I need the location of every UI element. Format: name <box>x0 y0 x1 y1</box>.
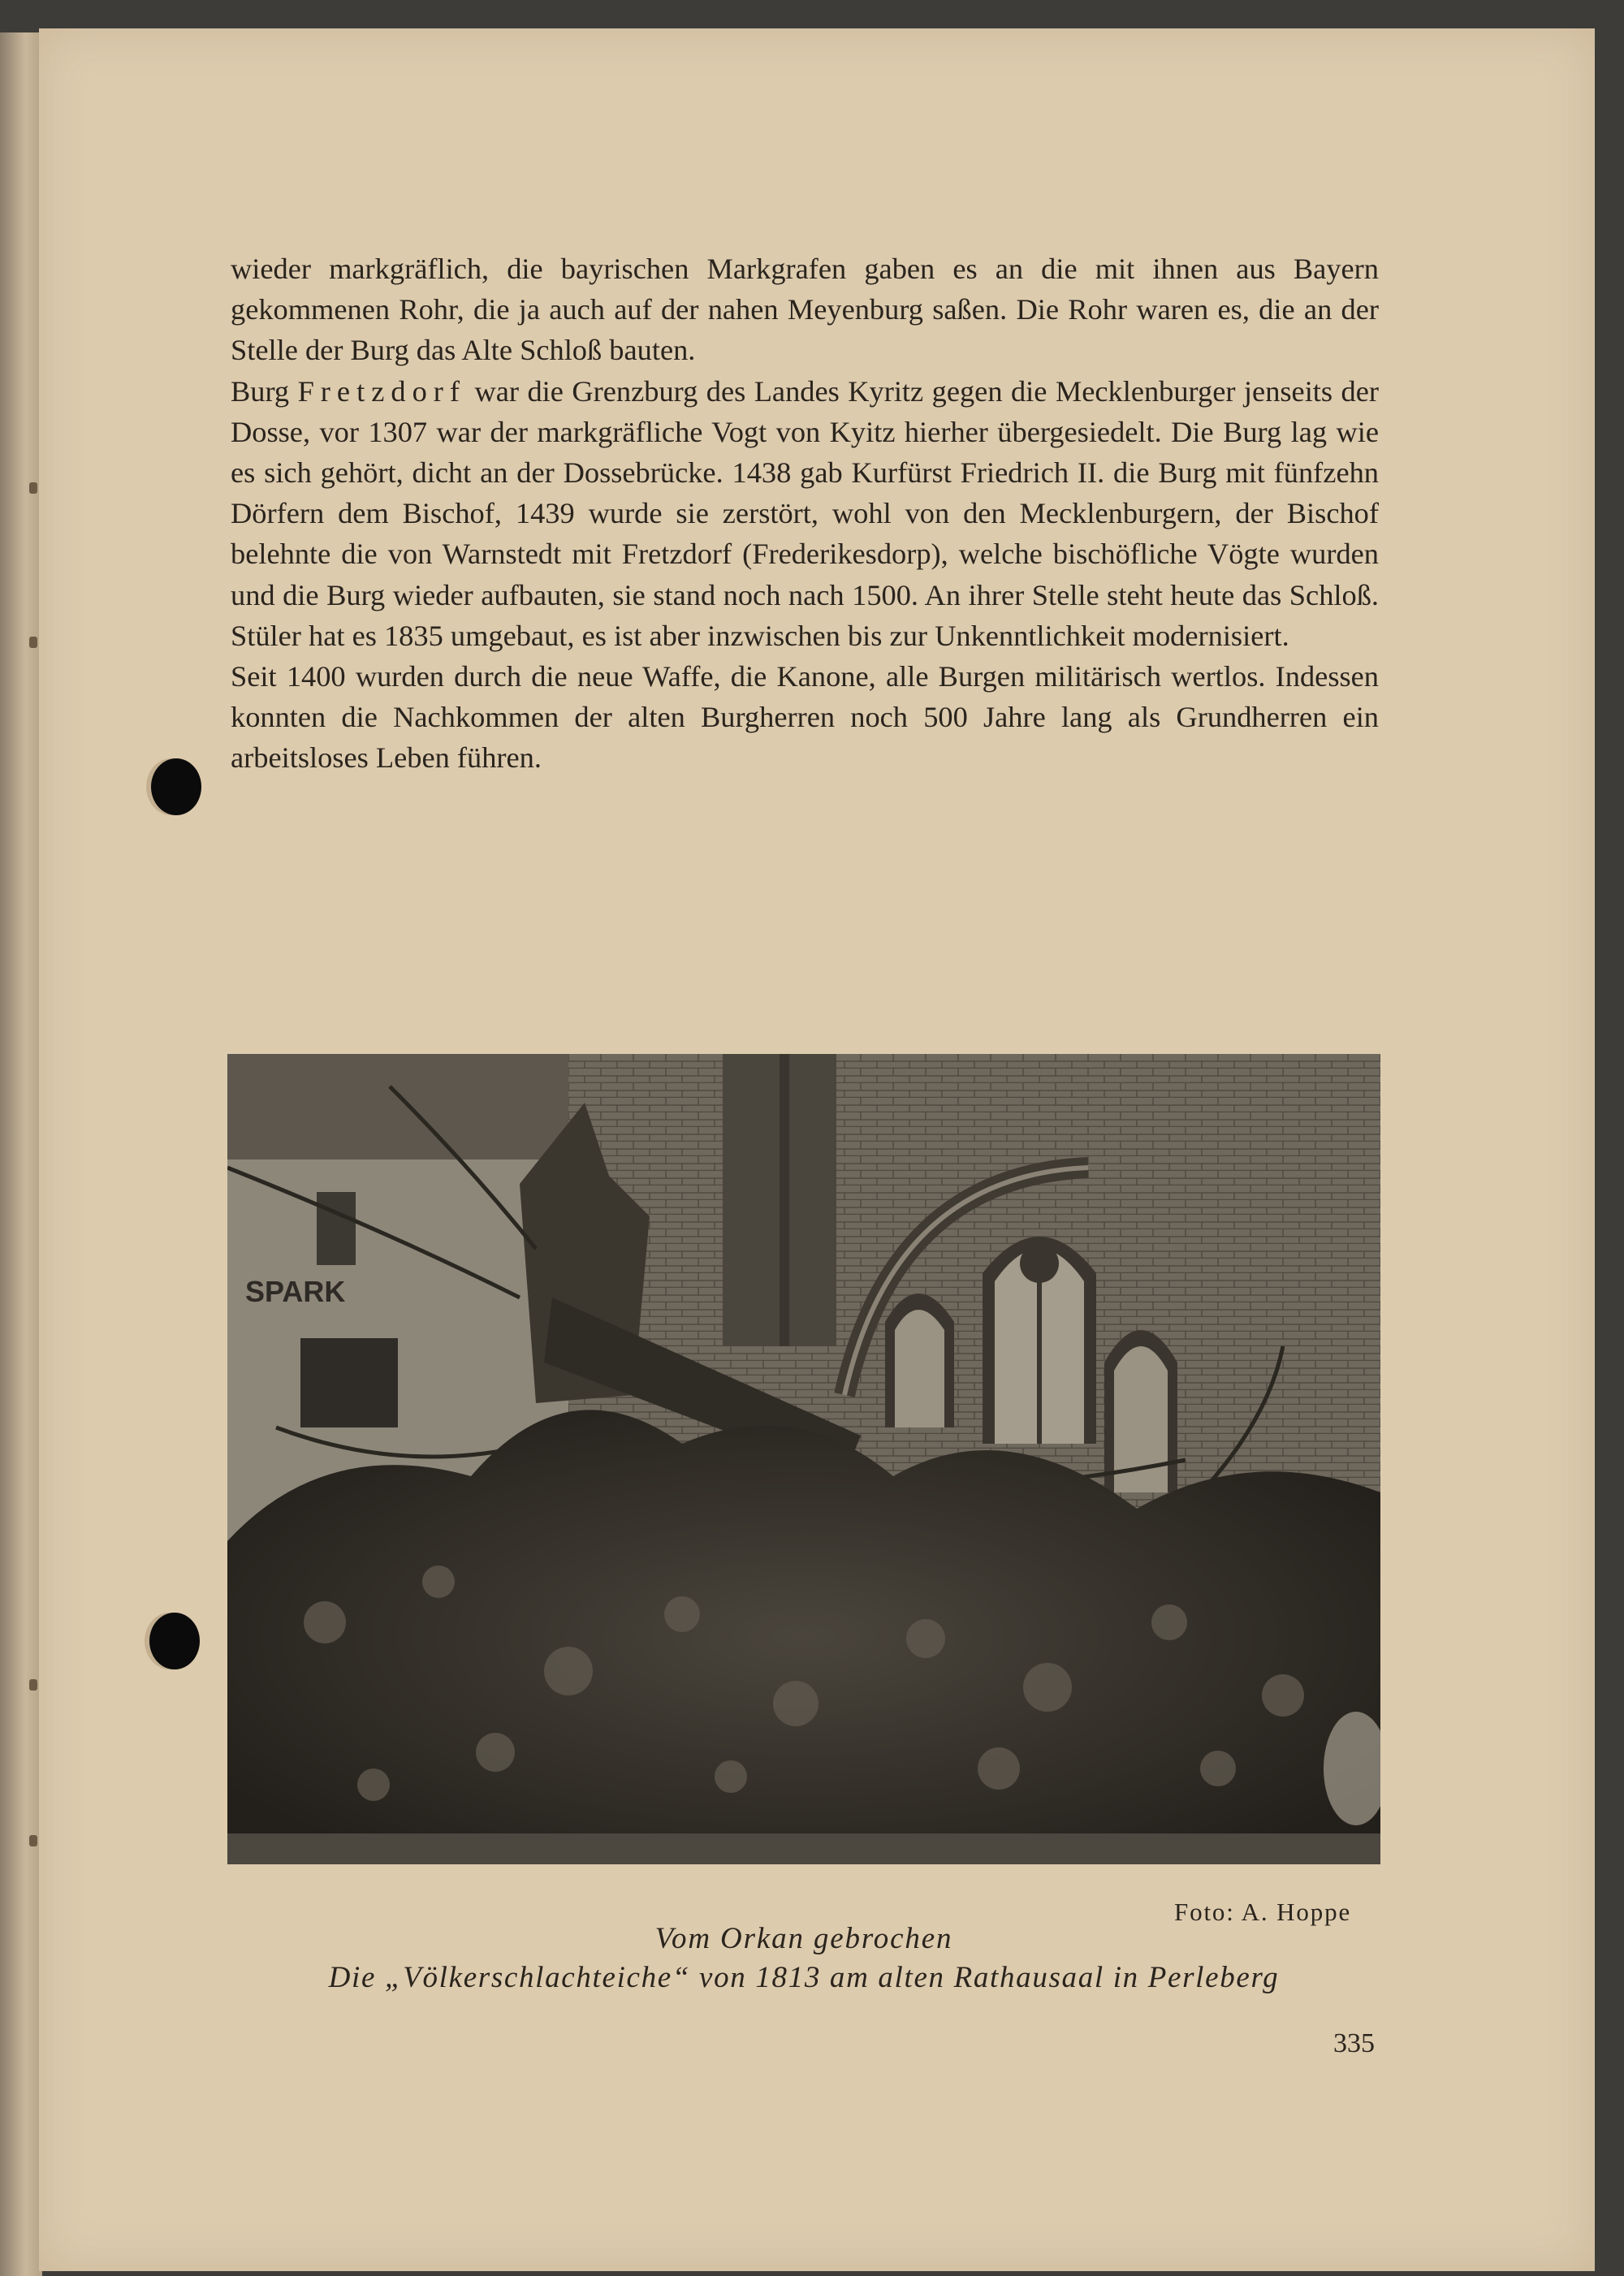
photo-illustration <box>227 1054 1380 1864</box>
binding-mark <box>29 1679 37 1691</box>
paragraph: wieder markgräflich, die bayrischen Markgrafen gaben es an die mit ihnen aus Bayern gekommenen Rohr, die ja auch auf der nahen Meyenburg saßen. Die Rohr waren es, die an der Stelle der Burg das Alte Schloß bauten. <box>231 253 1379 367</box>
shop-sign: SPARK <box>245 1275 346 1308</box>
binding-mark <box>29 482 37 494</box>
place-name-spaced: Fretzdorf <box>297 374 467 408</box>
paragraph <box>231 371 1379 656</box>
photograph <box>227 1054 1380 1864</box>
paragraph-lead: Burg <box>231 374 298 408</box>
binding-mark <box>29 1835 37 1846</box>
punch-hole <box>149 1613 200 1669</box>
caption-subtitle: Die „Völkerschlachteiche“ von 1813 am alten Rathausaal in Perleberg <box>328 1961 1280 1994</box>
paragraph: Seit 1400 wurden durch die neue Waffe, die Kanone, alle Burgen militärisch wertlos. Indessen konnten die Nachkommen der alten Burgherren noch 500 Jahre lang als Grundherren ein arbeitsloses Leben führen. <box>231 660 1379 775</box>
page-number: 335 <box>1333 2028 1375 2058</box>
photo-credit: Foto: A. Hoppe <box>1174 1898 1352 1926</box>
punch-hole <box>151 758 201 815</box>
body-text <box>231 248 1379 779</box>
previous-page-edge <box>0 32 42 2276</box>
paragraph-rest: war die Grenzburg des Landes Kyritz gegen die Mecklenburger jenseits der Dosse, vor 1307 war der markgräfliche Vogt von Kyitz hierher übergesiedelt. Die Burg lag wie es sich gehört, dicht an der Dossebrücke. 1438 gab Kurfürst Friedrich II. die Burg mit fünfzehn Dörfern dem Bischof, 1439 wurde sie zerstört, wohl von den Mecklenburgern, der Bischof belehnte die von Warnstedt mit Fretzdorf (Frederikesdorp), welche bischöfliche Vögte wurden und die Burg wieder aufbauten, sie stand noch nach 1500. An ihrer Stelle steht heute das Schloß. Stüler hat es 1835 umgebaut, es ist aber inzwischen bis zur Unkenntlichkeit modernisiert. <box>231 374 1379 652</box>
caption-title: Vom Orkan gebrochen <box>654 1922 953 1955</box>
binding-mark <box>29 637 37 648</box>
